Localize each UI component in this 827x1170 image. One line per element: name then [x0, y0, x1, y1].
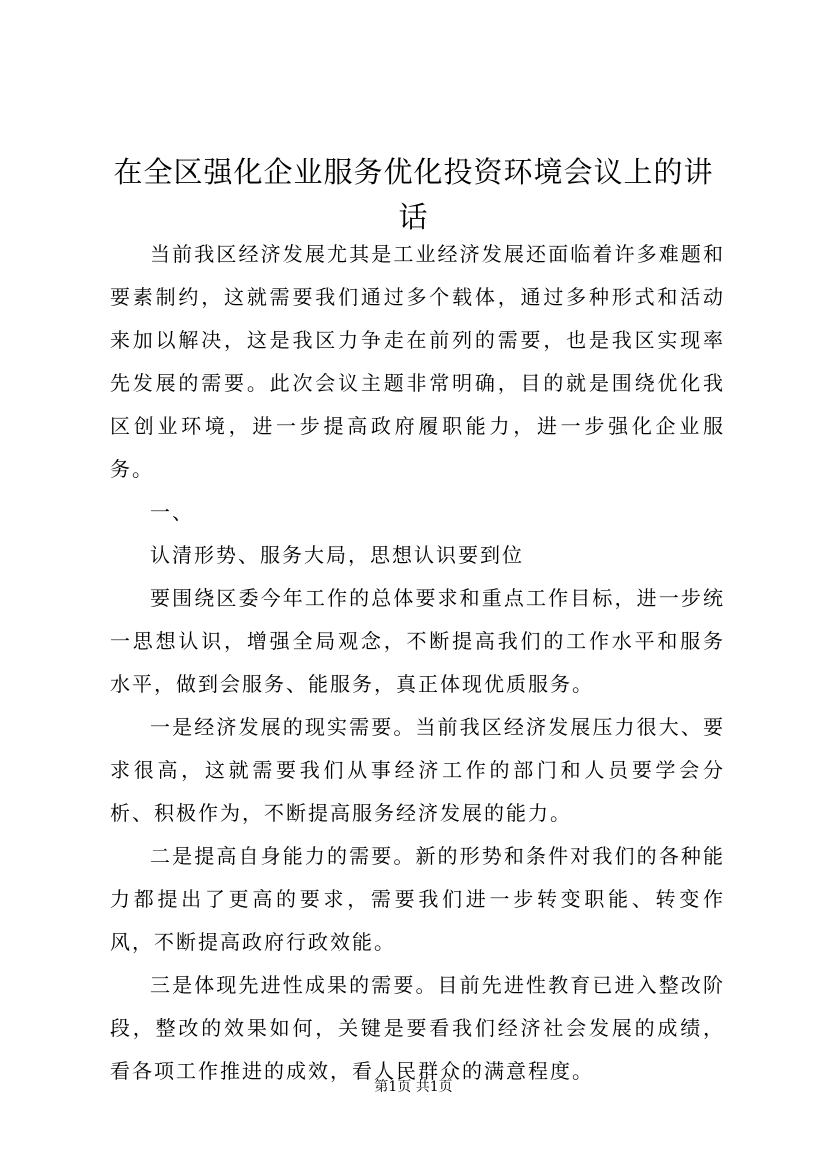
paragraph-requirements: 要围绕区委今年工作的总体要求和重点工作目标，进一步统一思想认识，增强全局观念，不断提高我们的工作水平和服务水平，做到会服务、能服务，真正体现优质服务。: [110, 586, 725, 696]
section-heading: 认清形势、服务大局，思想认识要到位: [150, 543, 524, 567]
paragraph-point-one: 一是经济发展的现实需要。当前我区经济发展压力很大、要求很高，这就需要我们从事经济工作的部门和人员要学会分析、积极作为，不断提高服务经济发展的能力。: [110, 715, 725, 825]
document-body: [110, 233, 725, 1093]
paragraph-point-three: 三是体现先进性成果的需要。目前先进性教育已进入整改阶段，整改的效果如何，关键是要看我们经济社会发展的成绩，看各项工作推进的成效，看人民群众的满意程度。: [110, 973, 725, 1083]
paragraph-point-two: 二是提高自身能力的需要。新的形势和条件对我们的各种能力都提出了更高的要求，需要我们进一步转变职能、转变作风，不断提高政府行政效能。: [110, 844, 725, 954]
paragraph-intro: 当前我区经济发展尤其是工业经济发展还面临着许多难题和要素制约，这就需要我们通过多个载体，通过多种形式和活动来加以解决，这是我区力争走在前列的需要，也是我区实现率先发展的需要。此次会议主题非常明确，目的就是围绕优化我区创业环境，进一步提高政府履职能力，进一步强化企业服务。: [110, 242, 725, 481]
document-title: 在全区强化企业服务优化投资环境会议上的讲话: [113, 155, 714, 234]
section-number: 一、: [150, 500, 194, 524]
page-footer: 第1页 共1页: [374, 1079, 453, 1095]
